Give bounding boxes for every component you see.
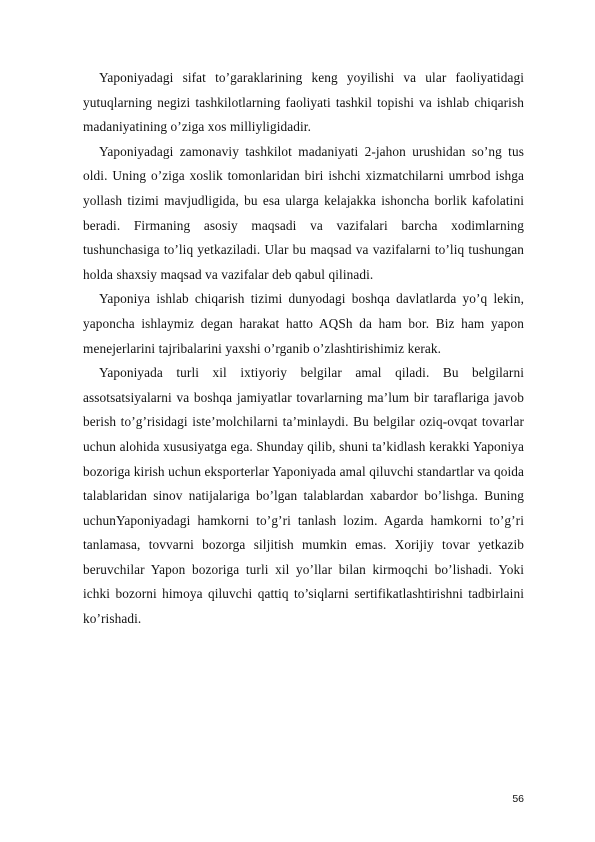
page-number: 56 <box>512 793 524 805</box>
paragraph-3: Yaponiya ishlab chiqarish tizimi dunyodagi boshqa davlatlarda yo’q lekin, yaponcha ishlaymiz degan harakat hatto AQSh da ham bor. Biz ham yapon menejerlarini tajribalarini yaxshi o’rganib o’zlashtirishimiz kerak. <box>83 291 524 356</box>
paragraph-1: Yaponiyadagi sifat to’garaklarining keng yoyilishi va ular faoliyatidagi yutuqlarning negizi tashkilotlarning faoliyati tashkil topishi va ishlab chiqarish madaniyatining o’ziga xos milliyligidadir. <box>83 70 524 135</box>
body-text <box>83 66 524 632</box>
paragraph-4: Yaponiyada turli xil ixtiyoriy belgilar amal qiladi. Bu belgilarni assotsatsiyalarni va boshqa jamiyatlar tovarlarning ma’lum bir taraflariga javob berish to’g’risidagi iste’molchilarni ta’minlaydi. Bu belgilar oziq-ovqat tovarlar uchun alohida xususiyatga ega. Shunday qilib, shuni ta’kidlash kerakki Yaponiya bozoriga kirish uchun eksporterlar Yaponiyada amal qiluvchi standartlar va qoida talablaridan sinov natijalariga bo’lgan talablardan xabardor bo’lishga. Buning uchunYaponiyadagi hamkorni to’g’ri tanlash lozim. Agarda hamkorni to’g’ri tanlamasa, tovvarni bozorga siljitish mumkin emas. Xorijiy tovar yetkazib beruvchilar Yapon bozoriga turli xil yo’llar bilan kirmoqchi bo’lishadi. Yoki ichki bozorni himoya qiluvchi qattiq to’siqlarni sertifikatlashtirishni tadbirlaini ko’rishadi. <box>83 365 524 627</box>
paragraph-2: Yaponiyadagi zamonaviy tashkilot madaniyati 2-jahon urushidan so’ng tus oldi. Uning o’ziga xoslik tomonlaridan biri ishchi xizmatchilarni umrbod ishga yollash tizimi mavjudligida, bu esa ularga kelajakka ishoncha borlik kafolatini beradi. Firmaning asosiy maqsadi va vazifalari barcha xodimlarning tushunchasiga to’liq yetkaziladi. Ular bu maqsad va vazifalarni to’liq tushungan holda shaxsiy maqsad va vazifalar deb qabul qilinadi. <box>83 143 524 282</box>
